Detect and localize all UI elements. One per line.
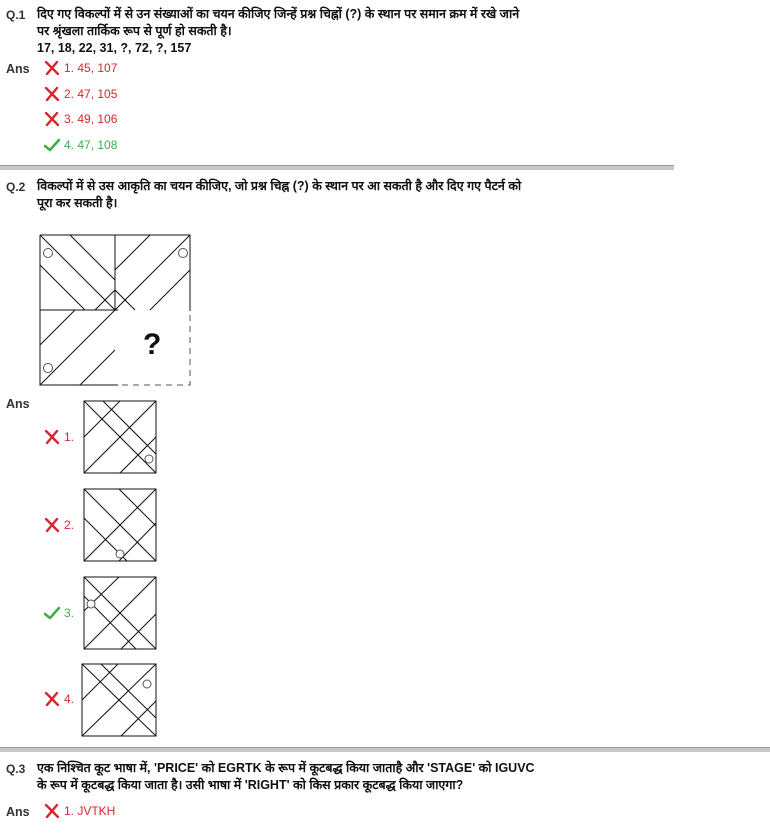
question-text: [37, 760, 597, 794]
question-text: [37, 178, 557, 212]
question-text-line: एक निश्चित कूट भाषा में, 'PRICE' को EGRTK के रूप में कूटबद्ध किया जाताहै और 'STAGE' को IGUVC: [37, 761, 535, 775]
answer-option: [44, 430, 74, 444]
answer-label: Ans: [6, 62, 30, 76]
question-figure: [38, 234, 192, 386]
answer-option: [44, 87, 117, 101]
section-divider: [0, 165, 674, 170]
answer-option: [44, 804, 115, 818]
cross-icon: [44, 430, 60, 444]
answer-label: Ans: [6, 397, 30, 411]
cross-icon: [44, 87, 60, 101]
question-number: Q.1: [6, 8, 26, 22]
answer-label: Ans: [6, 805, 30, 819]
question-number: Q.2: [6, 180, 26, 194]
answer-option: [44, 518, 74, 532]
cross-icon: [44, 692, 60, 706]
answer-option: [44, 112, 117, 126]
check-icon: [44, 138, 60, 152]
question-text-line: के रूप में कूटबद्ध किया जाता है। उसी भाषा में 'RIGHT' को किस प्रकार कूटबद्ध किया जाएगा?: [37, 778, 464, 792]
answer-option-text: 3.: [64, 606, 75, 620]
option-figure: [81, 663, 158, 739]
answer-option-text: 2. 47, 105: [64, 87, 118, 101]
section-divider: [0, 747, 770, 752]
answer-option: [44, 61, 117, 75]
question-text: [37, 6, 557, 57]
cross-icon: [44, 61, 60, 75]
question-number: Q.3: [6, 762, 26, 776]
question-mark: ?: [143, 328, 162, 361]
answer-option: [44, 606, 74, 620]
option-figure: [83, 400, 158, 476]
question-text-line: दिए गए विकल्पों में से उन संख्याओं का चयन कीजिए जिन्हें प्रश्न चिह्नों (?) के स्थान पर समान क्रम में रखे जाने: [37, 7, 520, 21]
question-text-line: पर श्रृंखला तार्किक रूप से पूर्ण हो सकती है।: [37, 24, 232, 38]
check-icon: [44, 606, 60, 620]
answer-option-text: 2.: [64, 518, 75, 532]
question-text-line: पूरा कर सकती है।: [37, 196, 118, 210]
cross-icon: [44, 112, 60, 126]
answer-option: [44, 138, 117, 152]
cross-icon: [44, 804, 60, 818]
answer-option-text: 1.: [64, 430, 75, 444]
answer-option-text: 4.: [64, 692, 75, 706]
number-series: 17, 18, 22, 31, ?, 72, ?, 157: [37, 41, 192, 55]
option-figure: [83, 576, 158, 652]
answer-option-text: 4. 47, 108: [64, 138, 118, 152]
answer-option: [44, 692, 74, 706]
answer-option-text: 3. 49, 106: [64, 112, 118, 126]
question-text-line: विकल्पों में से उस आकृति का चयन कीजिए, जो प्रश्न चिह्न (?) के स्थान पर आ सकती है और दिए गए पैटर्न को: [37, 179, 522, 193]
cross-icon: [44, 518, 60, 532]
answer-option-text: 1. 45, 107: [64, 61, 118, 75]
answer-option-text: 1. JVTKH: [64, 804, 116, 818]
option-figure: [83, 488, 158, 564]
